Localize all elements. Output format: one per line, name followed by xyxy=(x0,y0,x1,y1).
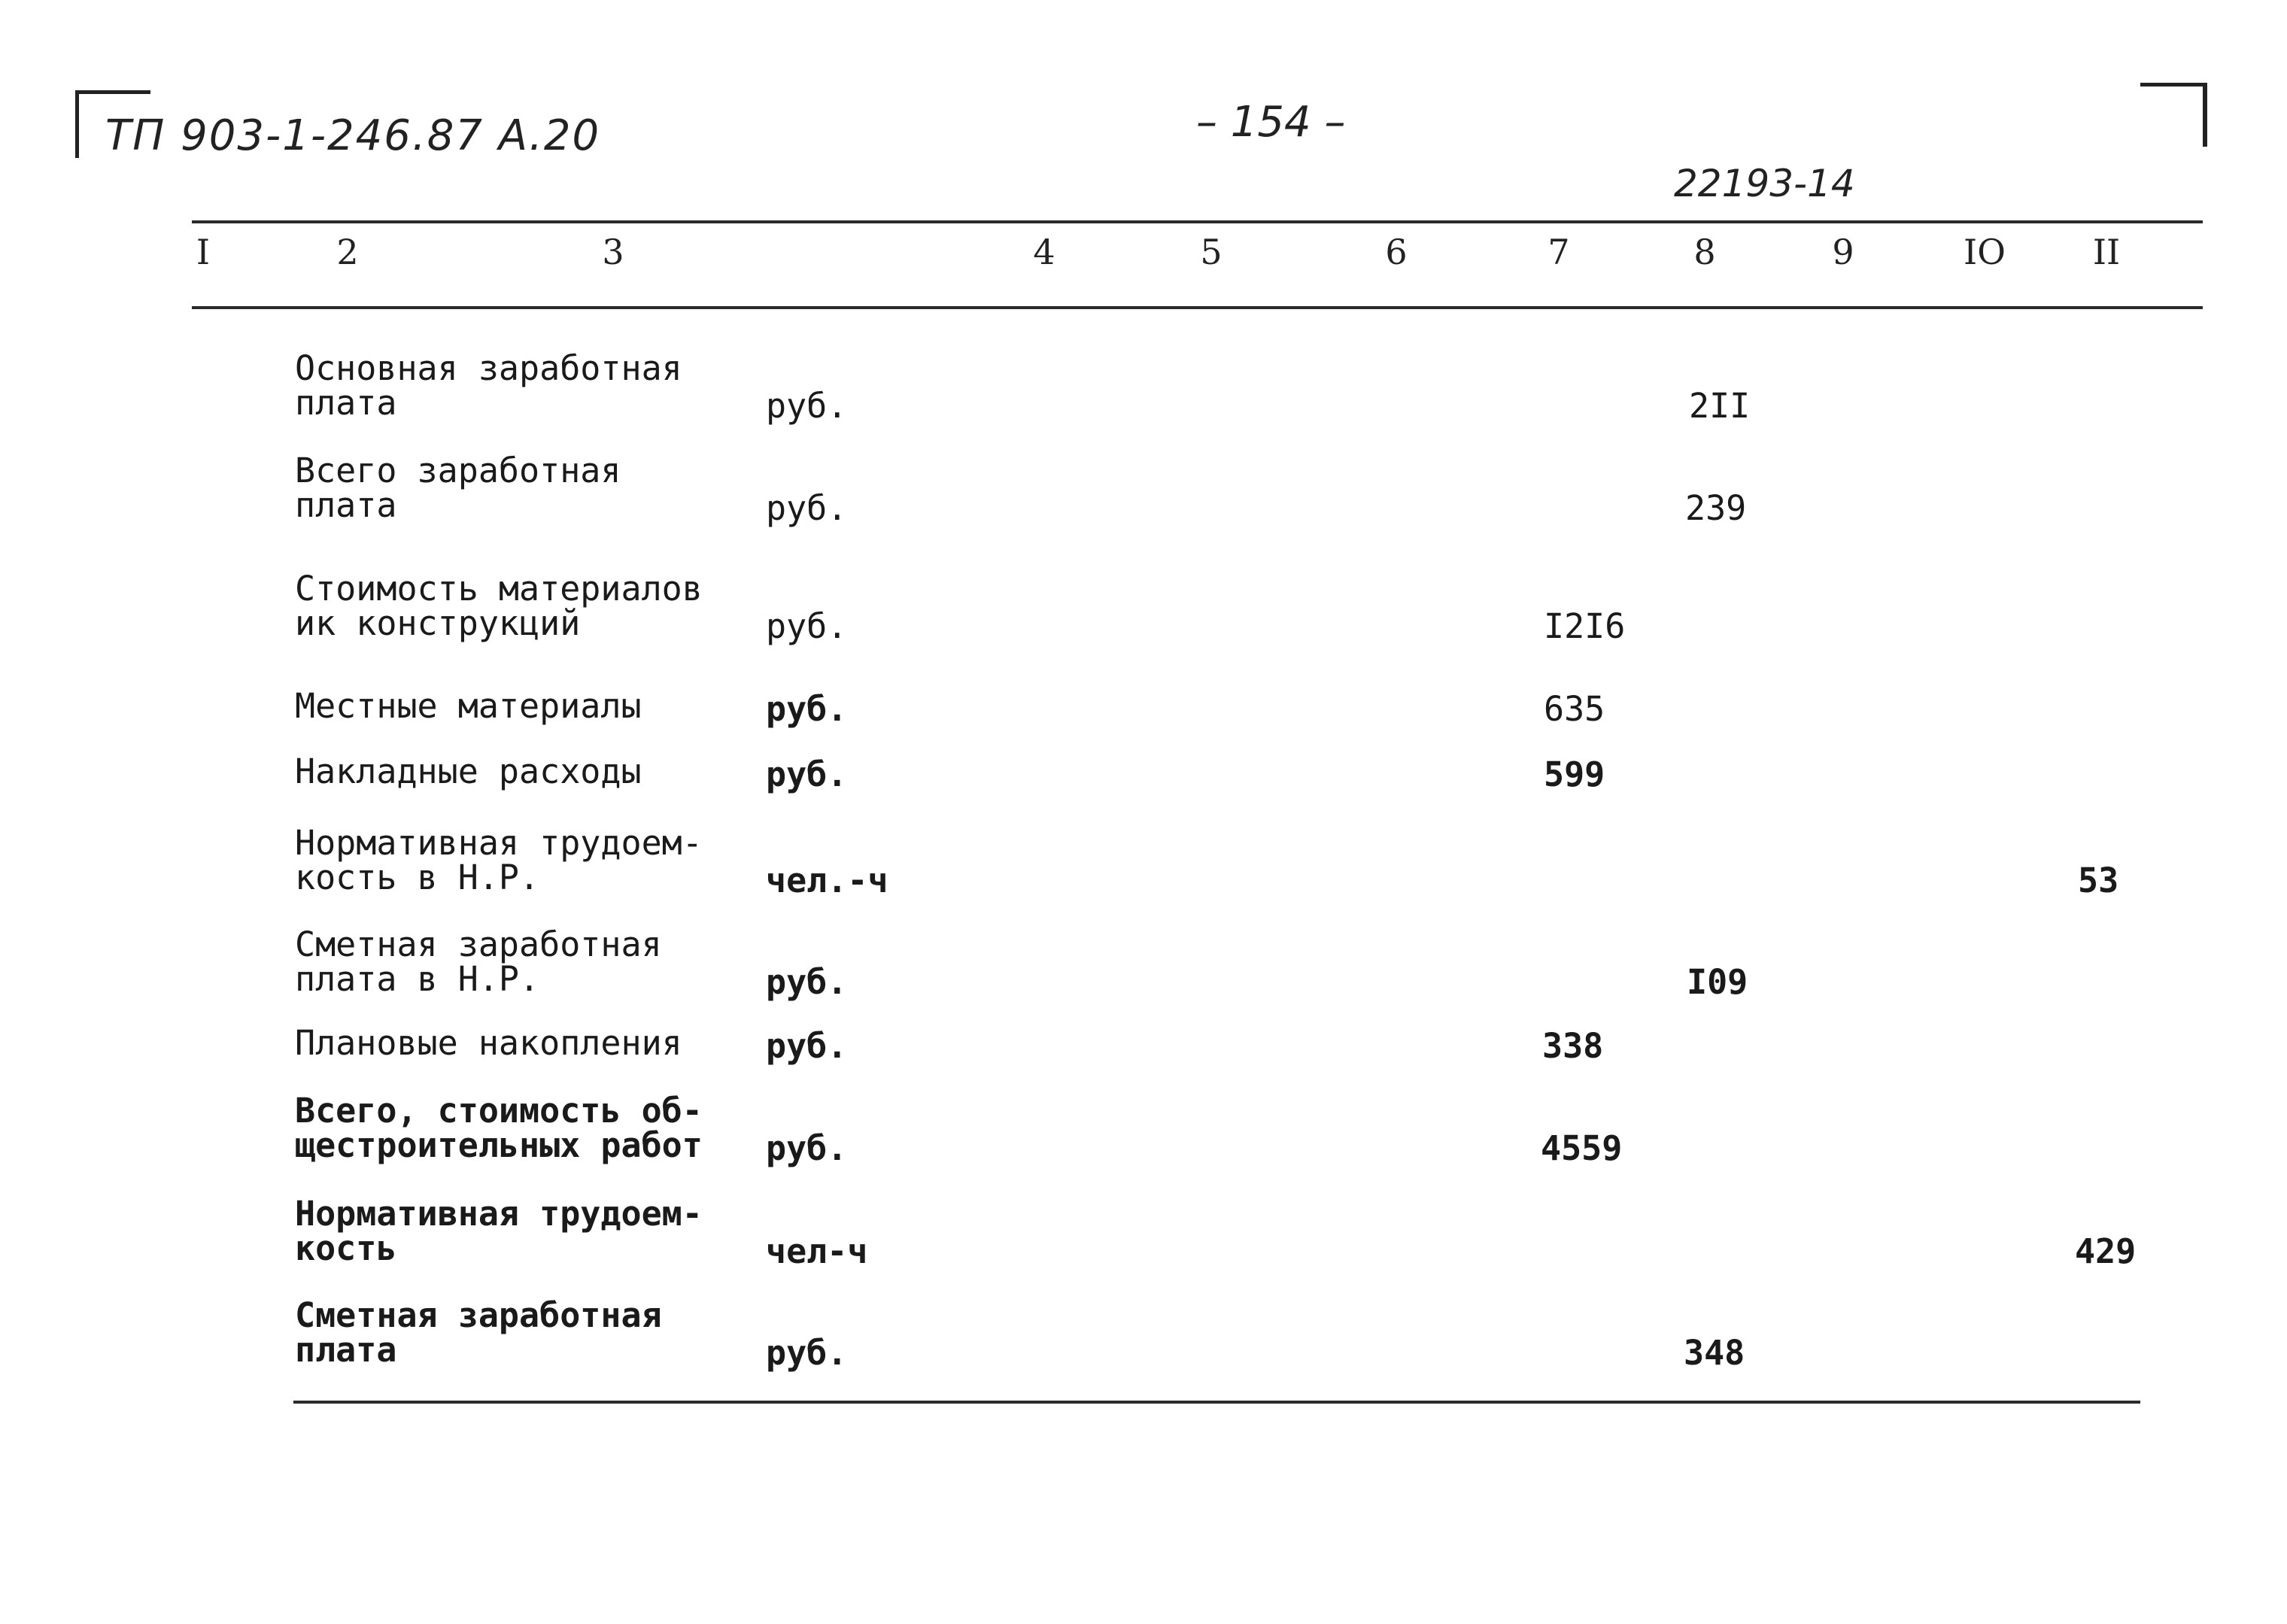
row-value: 4559 xyxy=(1541,1128,1623,1168)
column-header-10: IO xyxy=(1964,232,2006,272)
row-unit: чел.-ч xyxy=(766,861,888,900)
row-label-line2: плата xyxy=(295,485,397,525)
table-row-label xyxy=(295,823,703,897)
row-label-line2: ик конструкций xyxy=(295,603,581,643)
row-unit: руб. xyxy=(766,606,848,646)
row-label-line1: Основная заработная xyxy=(295,348,682,388)
table-row-label xyxy=(295,751,642,791)
row-label-line2: кость в Н.Р. xyxy=(295,858,540,897)
row-label-line1: Сметная заработная xyxy=(295,924,662,964)
row-label-line1: Плановые накопления xyxy=(295,1023,682,1063)
column-header-4: 4 xyxy=(1033,232,1055,272)
row-label-line1: Всего заработная xyxy=(295,451,621,490)
row-value: 635 xyxy=(1544,689,1605,729)
row-label-line2: плата в Н.Р. xyxy=(295,959,540,999)
table-row-label xyxy=(295,569,703,643)
table-row-label xyxy=(295,1023,682,1063)
row-value: 429 xyxy=(2075,1231,2137,1271)
row-value: 239 xyxy=(1685,488,1747,528)
column-header-5: 5 xyxy=(1200,232,1222,272)
row-unit: руб. xyxy=(766,386,848,426)
row-value: I09 xyxy=(1687,962,1748,1002)
table-row-label xyxy=(295,1091,703,1165)
row-unit: руб. xyxy=(766,488,848,528)
column-header-7: 7 xyxy=(1547,232,1570,272)
row-value: 348 xyxy=(1684,1333,1745,1373)
table-row-label xyxy=(295,451,621,525)
row-unit: чел-ч xyxy=(766,1231,868,1271)
table-row-label xyxy=(295,1194,703,1268)
column-header-3: 3 xyxy=(602,232,624,272)
column-header-9: 9 xyxy=(1832,232,1854,272)
row-value: 338 xyxy=(1542,1026,1604,1066)
document-code: ТП 903-1-246.87 А.20 xyxy=(105,111,601,160)
table-bottom-rule xyxy=(293,1401,2140,1404)
row-label-line1: Всего, стоимость об- xyxy=(295,1091,703,1131)
row-label-line1: Нормативная трудоем- xyxy=(295,823,703,863)
row-label-line1: Стоимость материалов xyxy=(295,569,703,609)
table-row-label xyxy=(295,924,662,999)
row-unit: руб. xyxy=(766,754,848,794)
row-value: 599 xyxy=(1544,754,1605,794)
corner-mark-top-right-horizontal xyxy=(2140,83,2207,87)
sheet-code: 22193-14 xyxy=(1674,162,1855,205)
table-header-rule xyxy=(192,306,2203,309)
row-value: I2I6 xyxy=(1544,606,1626,646)
corner-mark-top-right xyxy=(2203,83,2207,147)
row-label-line1: Сметная заработная xyxy=(295,1295,662,1335)
page-number: – 154 – xyxy=(1196,98,1346,147)
table-row-label xyxy=(295,686,642,726)
row-unit: руб. xyxy=(766,689,848,729)
row-value: 2II xyxy=(1689,386,1751,426)
row-label-line2: плата xyxy=(295,1330,397,1370)
row-label-line2: плата xyxy=(295,383,397,423)
row-unit: руб. xyxy=(766,1026,848,1066)
row-label-line1: Нормативная трудоем- xyxy=(295,1194,703,1234)
corner-mark-top-left xyxy=(75,90,79,158)
column-header-1: I xyxy=(196,232,211,272)
row-unit: руб. xyxy=(766,962,848,1002)
table-row-label xyxy=(295,1295,662,1370)
table-row-label xyxy=(295,348,682,423)
corner-mark-top-left-horizontal xyxy=(75,90,150,94)
row-label-line1: Местные материалы xyxy=(295,686,642,726)
row-label-line2: щестроительных работ xyxy=(295,1125,703,1165)
row-unit: руб. xyxy=(766,1128,848,1168)
row-unit: руб. xyxy=(766,1333,848,1373)
row-label-line1: Накладные расходы xyxy=(295,751,642,791)
column-header-8: 8 xyxy=(1693,232,1716,272)
column-header-2: 2 xyxy=(336,232,359,272)
column-header-11: II xyxy=(2092,232,2121,272)
row-value: 53 xyxy=(2078,861,2119,900)
column-header-6: 6 xyxy=(1385,232,1408,272)
table-top-rule xyxy=(192,220,2203,223)
row-label-line2: кость xyxy=(295,1228,397,1268)
